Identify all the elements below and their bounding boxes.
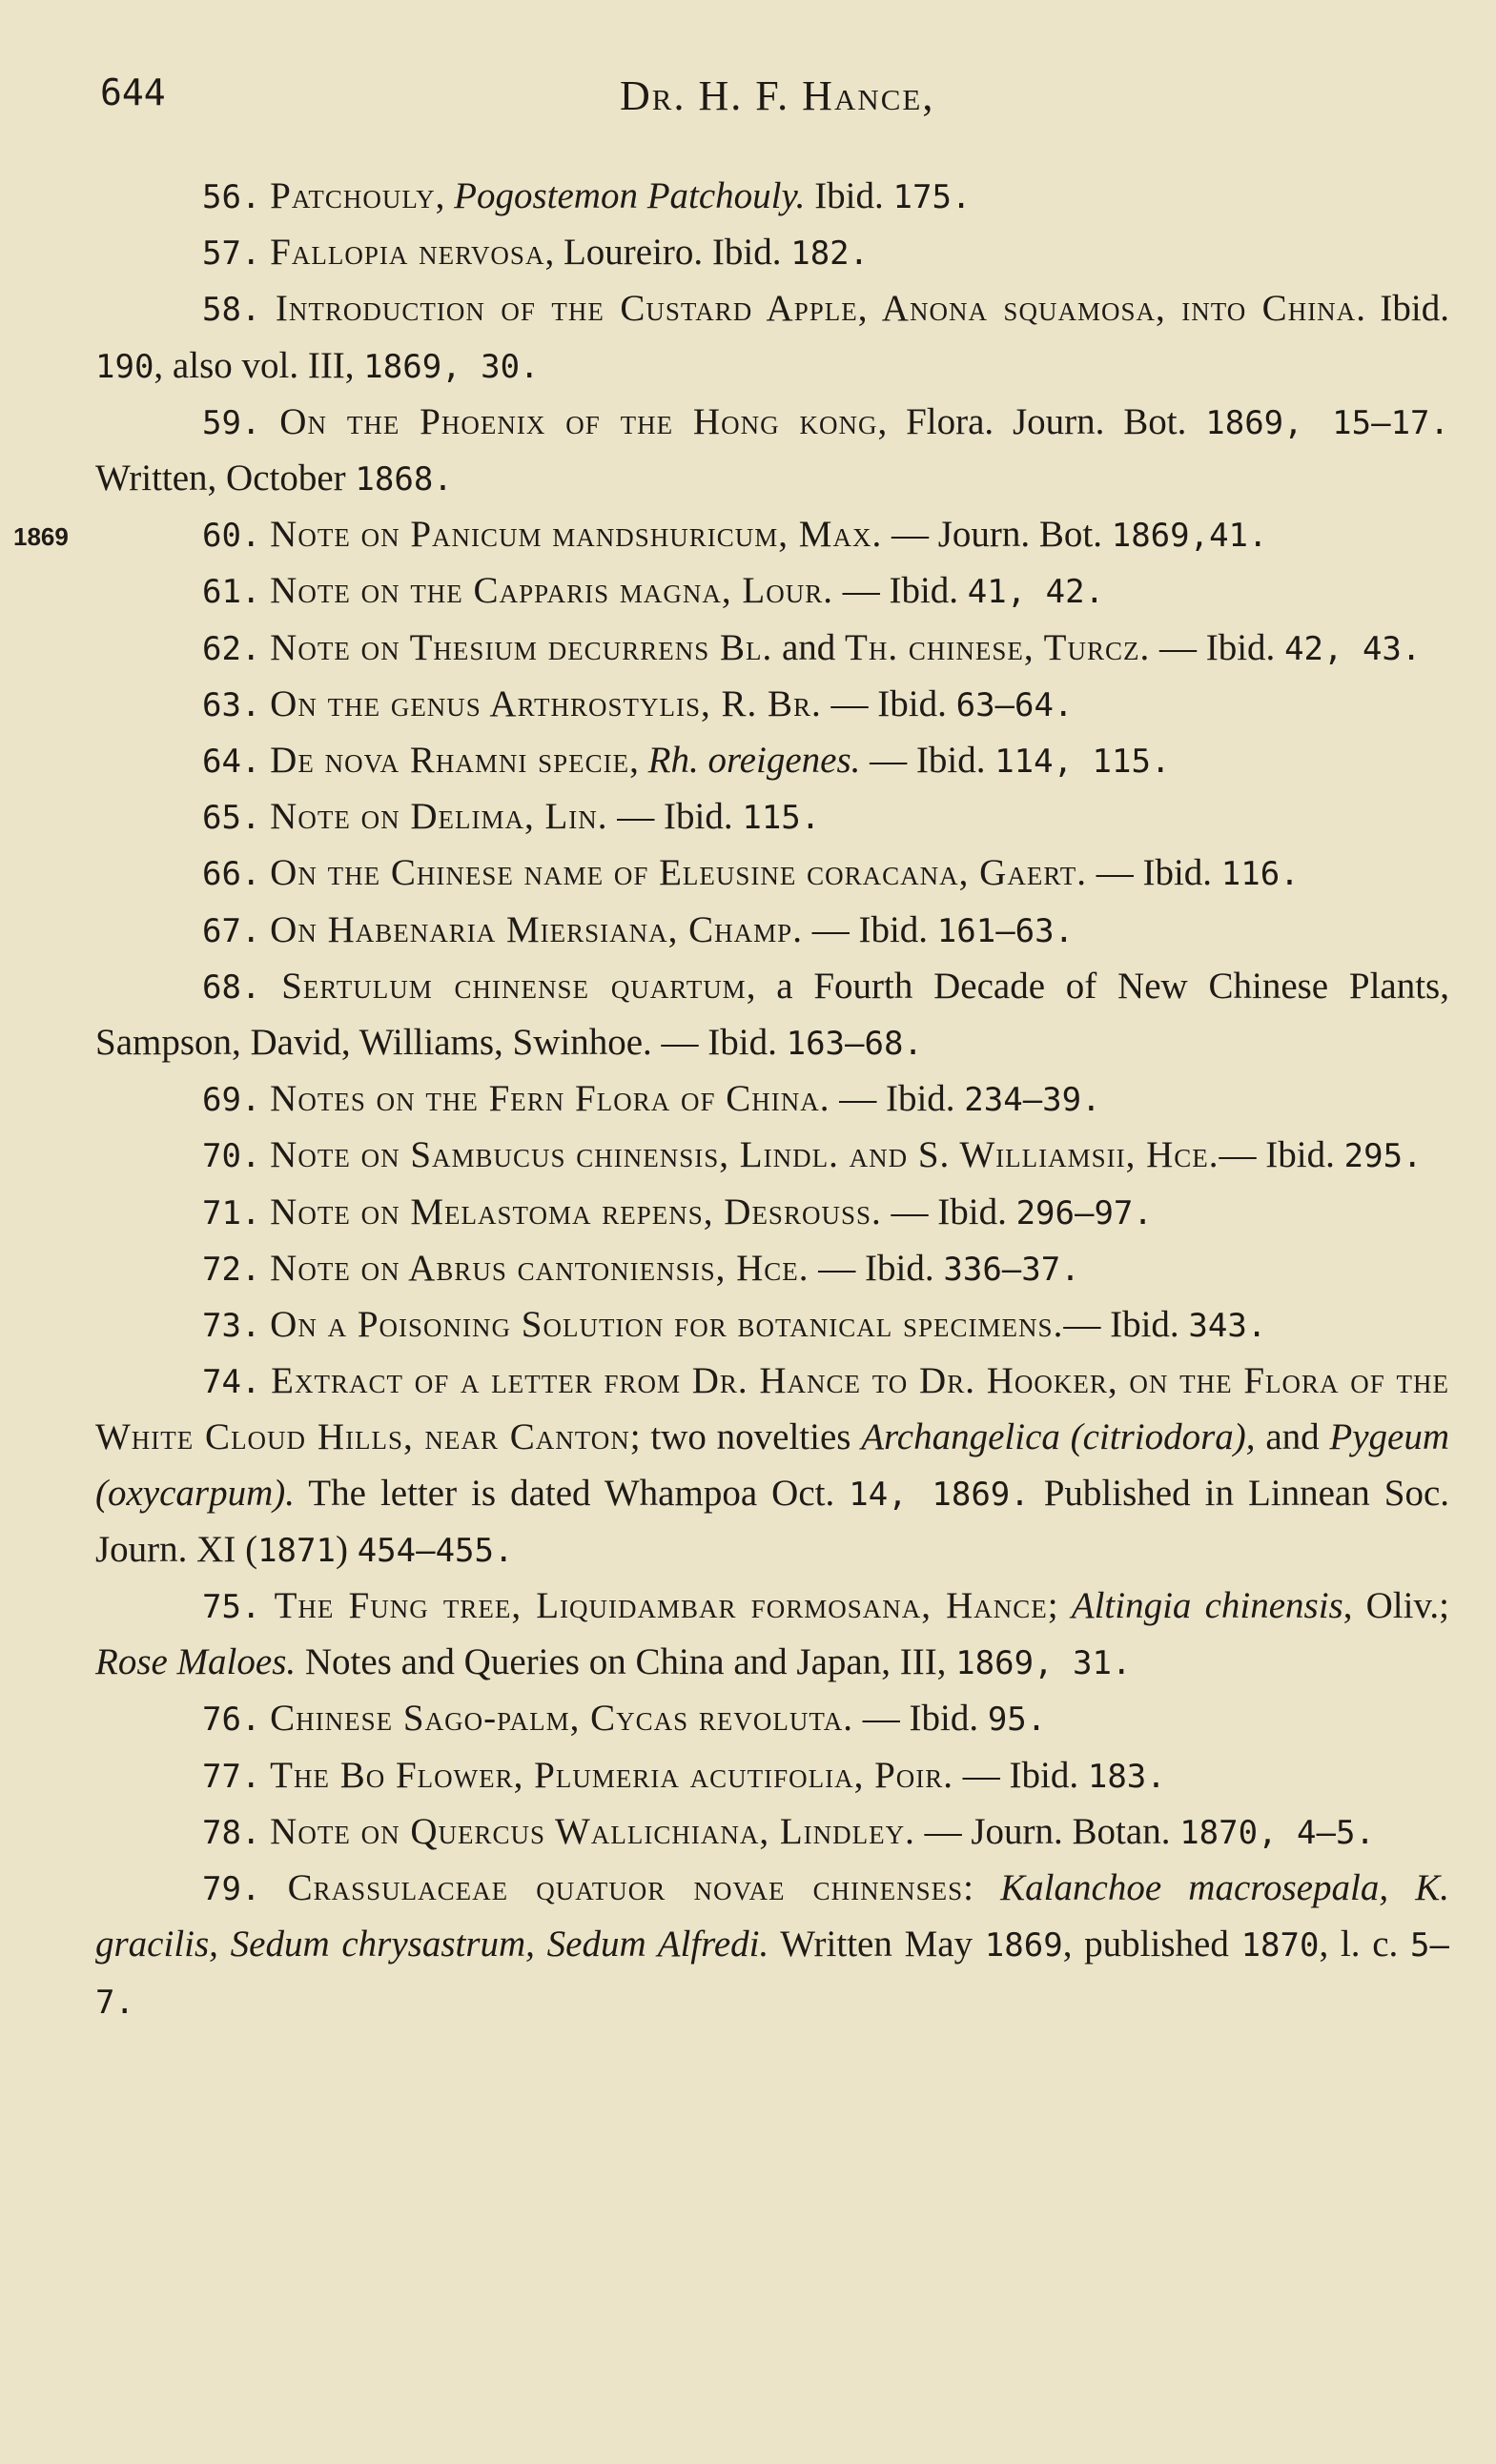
entry-text-sc: Chinese Sago-palm, Cycas revoluta.	[270, 1698, 853, 1740]
entry-text-c: 190	[95, 347, 154, 386]
entry-text-n: , a Fourth Decade of New Chinese Plants, Sampson, David, Williams, Swinhoe. — Ibid.	[95, 965, 1449, 1064]
entry-71	[95, 1185, 1449, 1241]
entry-text-sc: Note on Quercus Wallichiana, Lindley.	[270, 1810, 915, 1852]
entry-67	[95, 903, 1449, 959]
entry-text-n: , Loureiro. Ibid.	[544, 232, 791, 274]
entry-text-c: 1869, 15—17.	[1205, 403, 1450, 442]
entry-74	[95, 1354, 1449, 1578]
entry-text-n: — Ibid.	[1086, 852, 1221, 894]
entry-text-n: — Ibid.	[1063, 1304, 1189, 1346]
entry-number: 78.	[202, 1813, 261, 1852]
entry-text-n: — Journ. Botan.	[914, 1810, 1180, 1852]
entry-number: 66.	[202, 855, 261, 894]
entry-text-it: Rh. oreigenes.	[647, 740, 861, 782]
entry-number: 71.	[202, 1193, 261, 1232]
entry-text-n: — Journ. Bot.	[882, 514, 1112, 556]
entry-number: 70.	[202, 1137, 261, 1176]
entry-number: 77.	[202, 1757, 261, 1796]
entry-text-n: , published	[1062, 1924, 1241, 1965]
entry-text-c: 234—39.	[964, 1081, 1101, 1120]
margin-note: 1869	[13, 522, 69, 551]
entry-text-c: 114, 115.	[994, 743, 1171, 782]
entry-text-n: Written May	[768, 1924, 985, 1965]
entry-text-n: , Oliv.;	[1342, 1585, 1449, 1627]
entry-text-sc: On the genus Arthrostylis, R. Br.	[270, 682, 822, 724]
entry-text-n: and	[772, 626, 846, 668]
entry-75	[95, 1578, 1449, 1691]
entry-72	[95, 1241, 1449, 1297]
entry-text-sc: Extract of a letter from Dr. Hance to Dr. Hooker, on the Flora of the White Cloud Hills, near Canton	[95, 1360, 1450, 1458]
entry-text-sc: Patchouly	[270, 175, 436, 216]
entry-text-c: 5—7.	[95, 1926, 1449, 2022]
entry-60	[95, 507, 1449, 563]
entry-text-n: ;	[1047, 1585, 1072, 1627]
entry-number: 73.	[202, 1307, 261, 1346]
entry-number: 64.	[202, 743, 261, 782]
entry-number: 56.	[202, 178, 261, 216]
entry-text-sc: On the Phoenix of the Hong kong	[279, 400, 878, 442]
entry-number: 60.	[202, 517, 261, 556]
entry-number: 63.	[202, 685, 261, 724]
entry-text-it: Altingia chinensis	[1071, 1585, 1343, 1627]
entry-text-sc: Note on Melastoma repens, Desrouss.	[270, 1191, 882, 1232]
entry-text-sc: Note on Abrus cantoniensis, Hce.	[270, 1247, 809, 1289]
entry-text-n: — Ibid.	[832, 570, 968, 612]
entry-text-it: Pygeum (oxycarpum).	[95, 1416, 1449, 1514]
entry-text-n: :	[963, 1867, 1001, 1909]
entry-text-n: — Ibid.	[607, 796, 743, 838]
entry-text-sc: Note on Panicum mandshuricum, Max.	[270, 514, 883, 556]
page-number: 644	[100, 71, 166, 113]
entry-text-sc: Note on Sambucus chinensis, Lindl. and S. Williamsii, Hce.	[270, 1134, 1219, 1176]
entry-text-n: ; two novelties	[629, 1416, 862, 1458]
running-head: Dr. H. F. Hance,	[620, 72, 935, 119]
entry-text-c: 41, 42.	[967, 573, 1105, 612]
entry-65	[95, 789, 1449, 845]
entry-text-n: ,	[435, 175, 455, 216]
entry-text-it: Kalanchoe macrosepala, K. gracilis, Sedum chrysastrum, Sedum Alfredi.	[95, 1867, 1450, 1965]
entry-text-n: — Ibid.	[1150, 626, 1285, 668]
entry-text-n: The letter is dated Whampoa Oct.	[295, 1472, 850, 1514]
entry-text-it: Archangelica (citriodora),	[861, 1416, 1256, 1458]
entry-text-c: 336—37.	[943, 1250, 1080, 1289]
entry-text-n: — Ibid.	[802, 908, 937, 950]
entry-text-c: 295.	[1343, 1137, 1423, 1176]
entry-text-sc: The Bo Flower, Plumeria acutifolia, Poir.	[270, 1754, 954, 1796]
entry-text-n: — Ibid.	[1219, 1134, 1344, 1176]
entry-76	[95, 1691, 1449, 1747]
entry-56	[95, 169, 1449, 225]
entry-text-c: 14, 1869.	[849, 1475, 1030, 1514]
entry-text-n: — Ibid.	[830, 1078, 965, 1120]
entry-text-sc: Notes on the Fern Flora of China.	[270, 1078, 830, 1120]
entry-text-c: 175.	[892, 178, 972, 216]
entry-text-n: , Flora. Journ. Bot.	[877, 400, 1206, 442]
entry-text-c: 115.	[742, 799, 821, 838]
entry-text-n: Published in Linnean Soc. Journ. XI (	[95, 1472, 1449, 1570]
entry-text-c: 116.	[1220, 855, 1300, 894]
entry-text-n: — Ibid.	[881, 1191, 1016, 1232]
entry-70	[95, 1128, 1449, 1184]
bibliography-list	[95, 169, 1449, 2030]
entry-text-c: 163—68.	[786, 1025, 923, 1064]
entry-text-sc: The Fung tree, Liquidambar formosana, Hance	[274, 1585, 1048, 1627]
entry-79	[95, 1861, 1449, 2030]
entry-68	[95, 959, 1449, 1071]
entry-text-c: 1869,41.	[1111, 517, 1268, 556]
entry-text-c: 1869, 30.	[363, 347, 540, 386]
entry-73	[95, 1297, 1449, 1354]
entry-text-sc: Th. chinese, Turcz.	[845, 626, 1151, 668]
entry-text-c: 1869, 31.	[955, 1644, 1132, 1683]
entry-text-n: Notes and Queries on China and Japan, III,	[296, 1641, 956, 1683]
entry-59	[95, 395, 1449, 507]
entry-text-c: 63—64.	[955, 685, 1074, 724]
entry-number: 79.	[202, 1870, 261, 1909]
entry-text-n: — Ibid.	[809, 1247, 944, 1289]
entry-69	[95, 1071, 1449, 1128]
entry-number: 68.	[202, 967, 261, 1007]
entry-text-c: 1869	[984, 1926, 1063, 1965]
entry-number: 67.	[202, 911, 261, 950]
entry-text-n: . Ibid.	[1356, 288, 1449, 330]
entry-text-sc: De nova Rhamni specie	[270, 740, 630, 782]
entry-text-n: and	[1255, 1416, 1330, 1458]
entry-text-c: 95.	[987, 1700, 1047, 1740]
entry-text-n: — Ibid.	[821, 682, 956, 724]
entry-64	[95, 733, 1449, 789]
entry-text-sc: Introduction of the Custard Apple, Anona squamosa, into China	[275, 288, 1357, 330]
entry-text-c: 343.	[1188, 1307, 1267, 1346]
entry-text-c: 182.	[790, 234, 870, 274]
entry-text-n: , l. c.	[1319, 1924, 1411, 1965]
entry-text-n: Written, October	[95, 458, 356, 499]
entry-text-n: — Ibid.	[853, 1698, 988, 1740]
entry-text-sc: Sertulum chinense quartum	[281, 965, 747, 1007]
entry-text-sc: On the Chinese name of Eleusine coracana, Gaert.	[270, 852, 1087, 894]
entry-text-n: )	[335, 1528, 358, 1570]
entry-text-n: — Ibid.	[953, 1754, 1088, 1796]
entry-77	[95, 1748, 1449, 1804]
entry-text-c: 296—97.	[1015, 1193, 1153, 1232]
entry-number: 59.	[202, 403, 261, 442]
entry-text-c: 1868.	[355, 460, 453, 499]
entry-number: 74.	[202, 1363, 261, 1402]
entry-text-sc: Crassulaceae quatuor novae chinenses	[287, 1867, 964, 1909]
entry-number: 58.	[202, 291, 261, 330]
entry-text-c: 1870, 4—5.	[1179, 1813, 1375, 1852]
entry-text-sc: Fallopia nervosa	[270, 232, 545, 274]
entry-number: 72.	[202, 1250, 261, 1289]
entry-number: 69.	[202, 1081, 261, 1120]
entry-66	[95, 845, 1449, 902]
entry-text-c: 1870	[1240, 1926, 1320, 1965]
entry-number: 57.	[202, 234, 261, 274]
entry-number: 76.	[202, 1700, 261, 1740]
entry-63	[95, 677, 1449, 733]
entry-text-n: ,	[629, 740, 648, 782]
entry-62	[95, 621, 1449, 677]
entry-text-n: — Ibid.	[860, 740, 995, 782]
page-header	[100, 71, 1454, 138]
entry-number: 61.	[202, 573, 261, 612]
entry-text-sc: On a Poisoning Solution for botanical specimens.	[270, 1304, 1064, 1346]
entry-61	[95, 563, 1449, 620]
entry-text-c: 1871	[257, 1531, 336, 1570]
entry-text-sc: On Habenaria Miersiana, Champ.	[270, 908, 803, 950]
entry-text-c: 183.	[1087, 1757, 1166, 1796]
entry-text-sc: Note on the Capparis magna, Lour.	[270, 570, 833, 612]
entry-78	[95, 1804, 1449, 1861]
entry-text-n: Ibid.	[805, 175, 893, 216]
entry-58	[95, 281, 1449, 394]
entry-number: 62.	[202, 629, 261, 668]
entry-text-it: Pogostemon Patchouly.	[454, 175, 806, 216]
entry-text-sc: Note on Delima, Lin.	[270, 796, 608, 838]
entry-text-c: 161—63.	[936, 911, 1075, 950]
entry-text-n: , also vol. III,	[154, 344, 364, 386]
entry-text-it: Rose Maloes.	[95, 1641, 297, 1683]
entry-number: 75.	[202, 1588, 261, 1627]
entry-text-c: 42, 43.	[1284, 629, 1422, 668]
entry-text-sc: Note on Thesium decurrens Bl.	[270, 626, 773, 668]
entry-text-c: 454—455.	[357, 1531, 514, 1570]
entry-number: 65.	[202, 799, 261, 838]
entry-57	[95, 225, 1449, 281]
